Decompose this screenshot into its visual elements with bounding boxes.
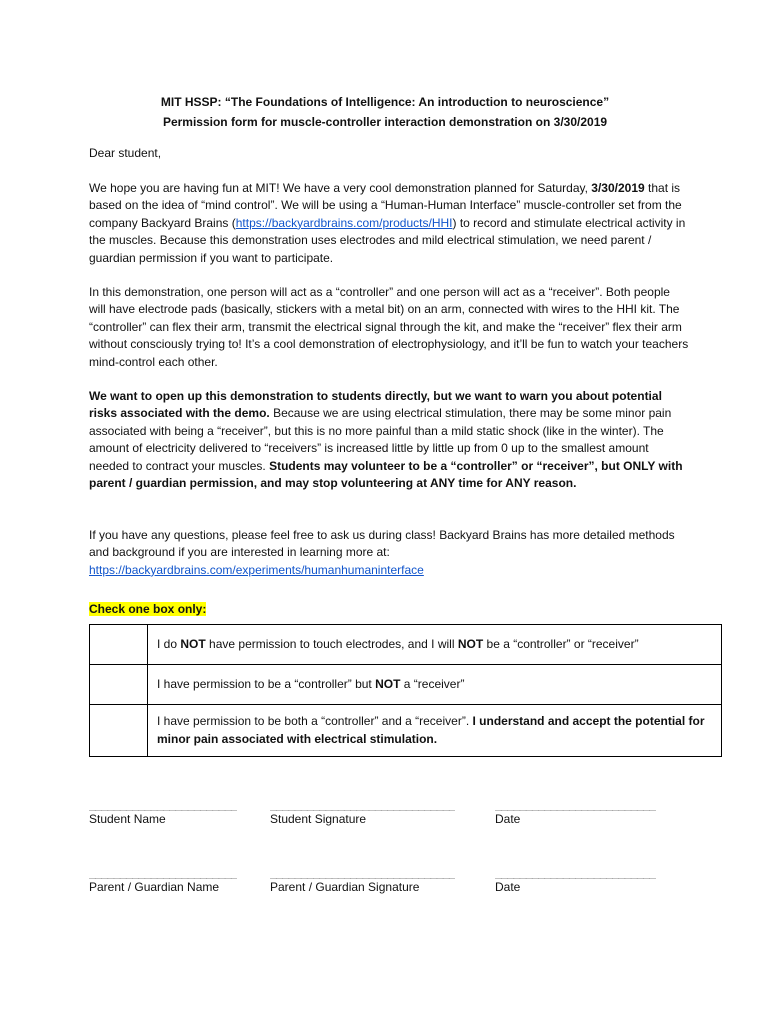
intro-text-b: that is based on the idea of “mind control”. We will be using a “Human-Human Interface” muscle-controller set from the company Backyard Brains (: [89, 181, 682, 230]
demo-date: 3/30/2019: [591, 181, 645, 195]
form-header: [0, 92, 770, 132]
risk-warning-paragraph: [89, 388, 689, 492]
demo-description-paragraph: In this demonstration, one person will act as a “controller” and one person will act as a “receiver”. Both people will have electrode pads (basically, stickers with a metal bit) on an arm, connected with wires to the HHI kit. The “controller” can flex their arm, transmit the electrical signal through the kit, and make the “receiver” flex their arm without consciously trying to! It’s a cool demonstration of electrophysiology, and it’ll be fun to watch your teachers mind-control each other.: [89, 285, 689, 369]
student-signature-label: Student Signature: [270, 812, 367, 826]
option-text-no-permission: I do NOT have permission to touch electrodes, and I will NOT be a “controller” or “receiver”: [148, 625, 722, 665]
volunteer-condition-bold: Students may volunteer to be a “controller” or “receiver”, but ONLY with parent / guardian permission, and may stop volunteering at ANY time for ANY reason.: [89, 458, 683, 491]
intro-text-a: We hope you are having fun at MIT! We have a very cool demonstration planned for Saturday,: [89, 181, 592, 195]
guardian-signature-label: Parent / Guardian Signature: [270, 880, 420, 894]
guardian-date-field[interactable]: __________________________ Date: [495, 865, 656, 896]
course-title: MIT HSSP: “The Foundations of Intelligence: An introduction to neuroscience”: [160, 95, 610, 109]
questions-paragraph: [89, 527, 689, 579]
option-row-both: [90, 705, 722, 757]
guardian-signature-field[interactable]: ______________________________ Parent / Guardian Signature: [270, 865, 455, 896]
checkbox-both[interactable]: [90, 705, 148, 757]
questions-text: If you have any questions, please feel free to ask us during class! Backyard Brains has more detailed methods and background if you are interested in learning more at:: [89, 528, 675, 560]
student-name-field[interactable]: ________________________ Student Name: [89, 797, 237, 828]
student-date-field[interactable]: __________________________ Date: [495, 797, 656, 828]
greeting: Dear student,: [89, 146, 162, 160]
intro-paragraph: [89, 180, 689, 267]
option-text-controller-only: I have permission to be a “controller” but NOT a “receiver”: [148, 665, 722, 705]
checkbox-controller-only[interactable]: [90, 665, 148, 705]
guardian-name-field[interactable]: ________________________ Parent / Guardian Name: [89, 865, 237, 896]
form-title: Permission form for muscle-controller interaction demonstration on 3/30/2019: [162, 115, 608, 129]
hhi-experiment-link[interactable]: https://backyardbrains.com/experiments/humanhumaninterface: [89, 562, 424, 577]
guardian-name-label: Parent / Guardian Name: [89, 880, 220, 894]
student-signature-field[interactable]: ______________________________ Student Signature: [270, 797, 455, 828]
permission-options-table: [89, 624, 722, 757]
risk-warning-bold: We want to open up this demonstration to students directly, but we want to warn you about potential risks associated with the demo.: [89, 389, 662, 421]
student-date-label: Date: [495, 812, 521, 826]
option-text-both: I have permission to be both a “controller” and a “receiver”. I understand and accept the potential for minor pain associated with electrical stimulation.: [148, 705, 722, 757]
guardian-date-label: Date: [495, 880, 521, 894]
check-one-label: Check one box only:: [89, 602, 207, 616]
hhi-product-link[interactable]: https://backyardbrains.com/products/HHI: [235, 215, 453, 230]
option-row-controller-only: [90, 665, 722, 705]
intro-text-c: ) to record and stimulate electrical activity in the muscles. Because this demonstration uses electrodes and mild electrical stimulation, we need parent / guardian permission if you want to participate.: [89, 215, 686, 265]
checkbox-no-permission[interactable]: [90, 625, 148, 665]
student-name-label: Student Name: [89, 812, 166, 826]
risk-warning-text: Because we are using electrical stimulation, there may be some minor pain associated with being a “receiver”, but this is no more painful than a mild static shock (like in the winter). The amount of electricity delivered to “receivers” is increased little by little up from 0 up to the smallest amount needed to contract your muscles.: [89, 406, 672, 473]
check-instruction: [89, 601, 689, 618]
option-row-no-permission: [90, 625, 722, 665]
